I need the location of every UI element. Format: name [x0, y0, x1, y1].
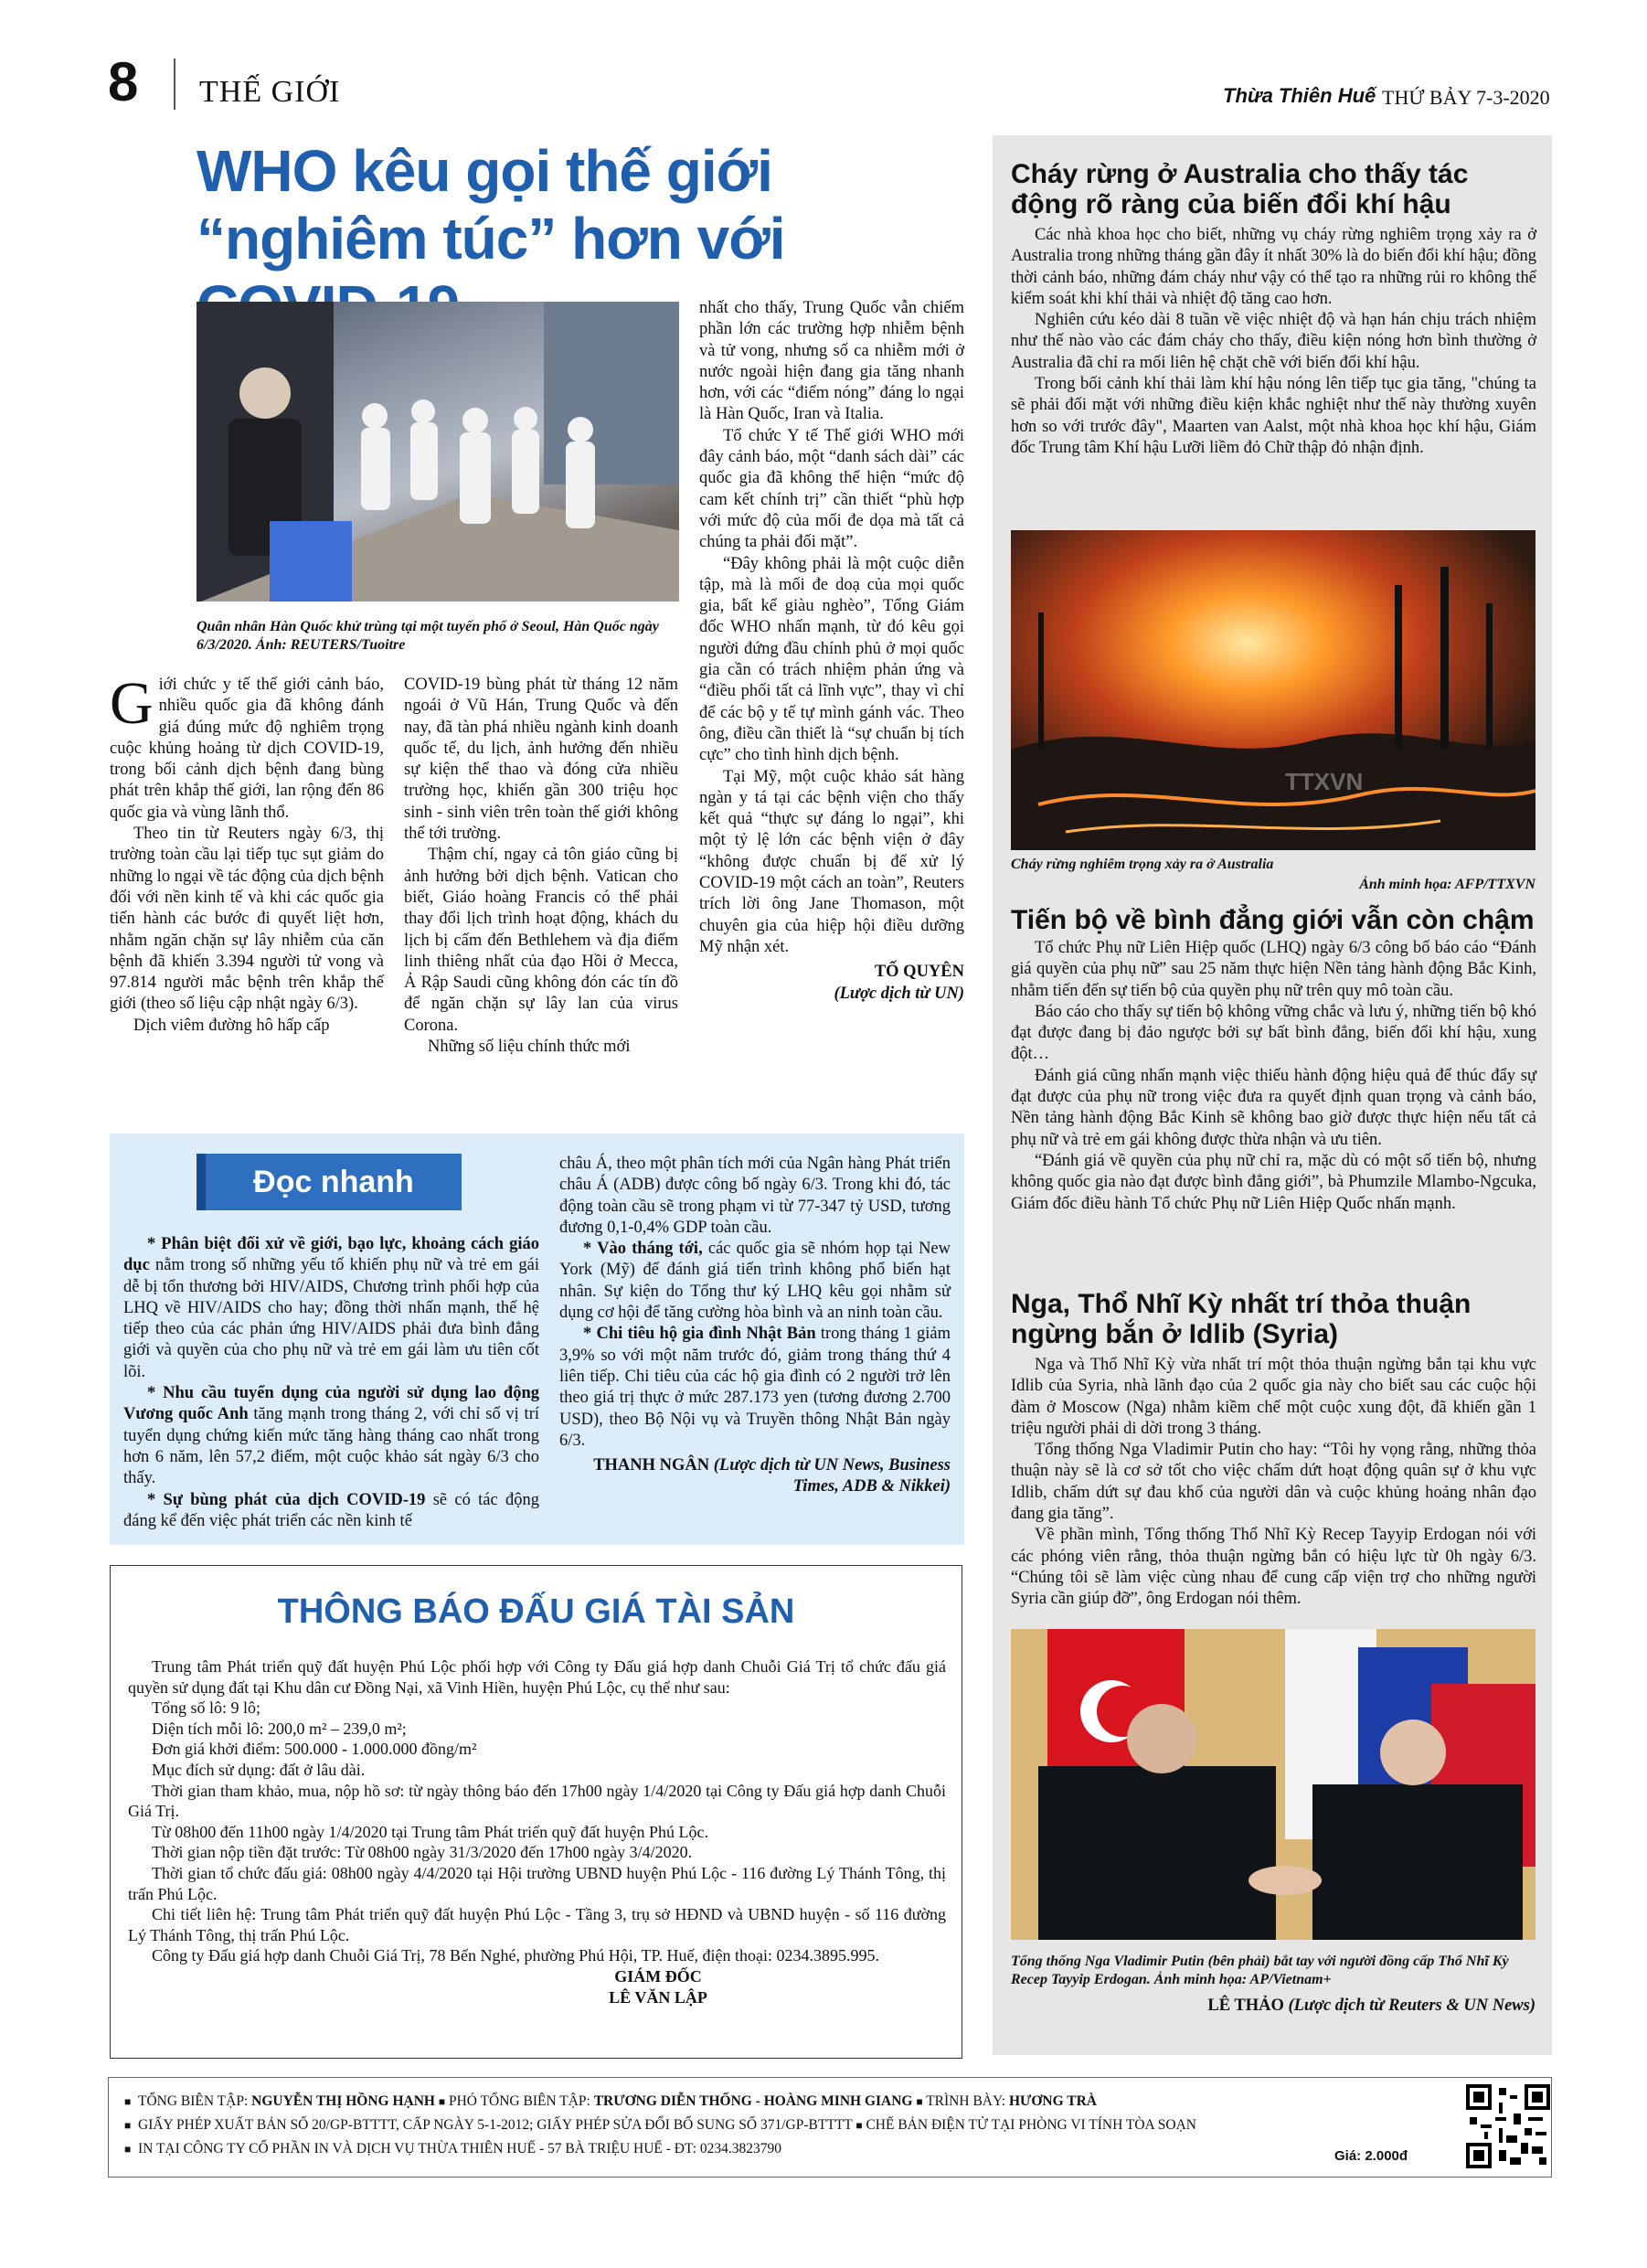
- australia-fire-photo: [1011, 530, 1535, 850]
- notice-sign-name: LÊ VĂN LẬP: [609, 1987, 707, 2007]
- auction-notice-title: THÔNG BÁO ĐẤU GIÁ TÀI SẢN: [277, 1592, 795, 1631]
- doc-nhanh-title: Đọc nhanh: [253, 1165, 414, 1199]
- sidebar-author-line: [1011, 1996, 1535, 2016]
- news-item-bold: * Phân biệt đối xử về giới, bạo lực, khoảng cách giáo dục: [123, 1235, 539, 1275]
- qr-code-icon: [1466, 2084, 1550, 2168]
- price-label: Giá: 2.000đ: [1334, 2148, 1408, 2164]
- footer-prepress: CHẾ BẢN ĐIỆN TỬ TẠI PHÒNG VI TÍNH TÒA SOẠN: [866, 2117, 1196, 2133]
- news-item: [123, 1383, 539, 1489]
- news-item: [559, 1324, 951, 1452]
- article-paragraph: nhất cho thấy, Trung Quốc vẫn chiếm phần lớn các trường hợp nhiễm bệnh và tử vong, nhưng số ca nhiễm mới ở nước ngoài hiện đang gia tăng nhanh hơn, với các “điểm nóng” đáng lo ngại là Hàn Quốc, Iran và Italia.: [699, 299, 964, 424]
- article-paragraph: COVID-19 bùng phát từ tháng 12 năm ngoái ở Vũ Hán, Trung Quốc và đến nay, đã tàn phá nhiều ngành kinh doanh quốc tế, du lịch, ảnh hưởng đến nhiều sự kiện thể thao và đóng cửa nhiều trường học, khiến gần 300 triệu học sinh - sinh viên trên toàn thế giới không thể tới trường.: [404, 676, 678, 844]
- sidebar-a2-body: [1011, 938, 1536, 1215]
- main-photo-caption: Quân nhân Hàn Quốc khử trùng tại một tuyến phố ở Seoul, Hàn Quốc ngày 6/3/2020. Ảnh: REUTERS/Tuoitre: [197, 619, 659, 653]
- article-paragraph: Theo tin từ Reuters ngày 6/3, thị trường toàn cầu lại tiếp tục sụt giảm do những lo ngại về tác động của dịch bệnh đối với nền kinh tế và khi các quốc gia tiến hành các bước đi quyết liệt hơn, nhằm ngăn chặn sự lây nhiễm của căn bệnh đã khiến 3.394 người tử vong và 97.814 người mắc bệnh trên khắp thế giới (theo số liệu cập nhật ngày 6/3).: [110, 825, 384, 1014]
- notice-line: Diện tích mỗi lô: 200,0 m² – 239,0 m²;: [152, 1719, 407, 1738]
- putin-erdogan-photo: [1011, 1629, 1535, 1940]
- notice-line: Tổng số lô: 9 lô;: [152, 1698, 261, 1718]
- news-item-text: tăng mạnh trong tháng 2, với chỉ số vị trí tuyển dụng chứng kiến mức tăng hàng tháng cao nhất trong hơn 6 năm, lên 57,2 điểm, một cuộc khảo sát ngày 6/3 cho thấy.: [123, 1405, 539, 1488]
- article-paragraph: Tổng thống Nga Vladimir Putin cho hay: “Tôi hy vọng rằng, những thỏa thuận này sẽ là cơ sở tốt cho việc chấm dứt hoạt động quân sự ở khu vực Idlib, chấm dứt sự đau khổ của người dân và cuộc khủng hoảng nhân đạo đang gia tăng”.: [1011, 1441, 1536, 1524]
- footer-value: NGUYỄN THỊ HỒNG HẠNH: [251, 2093, 435, 2109]
- notice-paragraph: Từ 08h00 đến 11h00 ngày 1/4/2020 tại Trung tâm Phát triển quỹ đất huyện Phú Lộc.: [152, 1822, 709, 1841]
- header-divider: [174, 59, 175, 110]
- article-paragraph: Dịch viêm đường hô hấp cấp: [133, 1016, 330, 1035]
- putin-photo-caption: Tổng thống Nga Vladimir Putin (bên phải) bắt tay với người đồng cấp Thổ Nhĩ Kỳ Recep Tayyip Erdogan. Ảnh minh họa: AP/Vietnam+: [1011, 1954, 1509, 1987]
- footer-label: TỔNG BIÊN TẬP:: [138, 2093, 249, 2109]
- main-article-col-2: [404, 675, 678, 1058]
- notice-paragraph: Công ty Đấu giá hợp danh Chuỗi Giá Trị, 78 Bến Nghé, phường Phú Hội, TP. Huế, điện thoại: 0234.3895.995.: [152, 1946, 879, 1965]
- news-item-bold: * Vào tháng tới,: [583, 1240, 703, 1259]
- header-date: THỨ BẢY 7-3-2020: [1382, 86, 1550, 109]
- notice-paragraph: Thời gian tham khảo, mua, nộp hồ sơ: từ ngày thông báo đến 17h00 ngày 1/4/2020 tại Công ty Đấu giá hợp danh Chuỗi Giá Trị.: [128, 1781, 946, 1821]
- main-article-col-3: [699, 298, 964, 1005]
- footer-line-1: ■ TỔNG BIÊN TẬP: NGUYỄN THỊ HỒNG HẠNH ■ PHÓ TỔNG BIÊN TẬP: TRƯƠNG DIỄN THỐNG - HOÀNG MINH GIANG ■ TRÌNH BÀY: HƯƠNG TRÀ: [124, 2093, 1097, 2109]
- footer-license: GIẤY PHÉP XUẤT BẢN SỐ 20/GP-BTTTT, CẤP NGÀY 5-1-2012; GIẤY PHÉP SỬA ĐỔI BỔ SUNG SỐ 371/GP-BTTTT: [138, 2117, 853, 2133]
- article-paragraph: Nga và Thổ Nhĩ Kỳ vừa nhất trí một thỏa thuận ngừng bắn tại khu vực Idlib của Syria, nhà lãnh đạo của 2 quốc gia này cho biết sau các cuộc hội đàm ở Moscow (Nga) nhằm kiềm chế một cuộc xung đột, đã khiến gần 1 triệu người phải di dời trong 3 tháng.: [1011, 1356, 1536, 1438]
- article-paragraph: Tại Mỹ, một cuộc khảo sát hàng ngàn y tá tại các bệnh viện cho thấy kết quả “thực sự đáng lo ngại”, khi một tỷ lệ lớn các bệnh viện ở đây “không được chuẩn bị để xử lý COVID-19 một cách an toàn”, Reuters trích lời ông Jane Thomason, một chuyên gia của hiệp hội điều dưỡng Mỹ nhận xét.: [699, 767, 964, 956]
- news-item-text: sẽ có tác động đáng kể đến việc phát triển các nền kinh tế: [123, 1490, 539, 1530]
- article-paragraph: Những số liệu chính thức mới: [428, 1038, 631, 1057]
- doc-nhanh-title-box: [197, 1154, 462, 1210]
- sidebar-author: LÊ THẢO: [1207, 1996, 1284, 2015]
- article-paragraph: Các nhà khoa học cho biết, những vụ cháy rừng nghiêm trọng xảy ra ở Australia trong những tháng gần đây ít nhất 30% là do biến đổi khí hậu; đồng thời cảnh báo, những đám cháy như vậy có thể tạo ra những rủi ro không thể kiểm soát khi khí thải và nhiệt độ tăng cao hơn.: [1011, 226, 1536, 308]
- article-paragraph: Tổ chức Y tế Thế giới WHO mới đây cảnh báo, một “danh sách dài” các quốc gia đã không thể hiện “mức độ cam kết chính trị” cần thiết “phù hợp với mức độ của mối đe dọa mà tất cả chúng ta phải đối mặt”.: [699, 426, 964, 552]
- auction-notice-body: [128, 1656, 946, 2007]
- news-item-text: nằm trong số những yếu tố khiến phụ nữ và trẻ em gái dễ bị tổn thương bởi HIV/AIDS, Chương trình phối hợp của LHQ về HIV/AIDS cho hay; đồng thời nhấn mạnh, thế hệ tiếp theo của các phản ứng HIV/AIDS phải đưa bình đẳng giới và quyền của cho phụ nữ và trẻ em gái làm ưu tiên cốt lõi.: [123, 1256, 539, 1381]
- notice-paragraph: Trung tâm Phát triển quỹ đất huyện Phú Lộc phối hợp với Công ty Đấu giá hợp danh Chuỗi Giá Trị tổ chức đấu giá quyền sử dụng đất tại Khu dân cư Đồng Nại, xã Vinh Hiền, huyện Phú Lộc, cụ thể như sau:: [128, 1657, 946, 1697]
- notice-sign-title: GIÁM ĐỐC: [614, 1966, 702, 1986]
- news-item: [559, 1239, 951, 1324]
- main-article-author: TỐ QUYÊN: [874, 963, 964, 982]
- paper-name: Thừa Thiên Huế: [1223, 84, 1376, 107]
- news-item-text: trong tháng 1 giảm 3,9% so với một năm trước đó, giảm trong tháng thứ 4 liên tiếp. Chi tiêu của các hộ gia đình có 2 người trở lên theo giá trị thực ở mức 287.173 yen (tương đương 2.700 USD), theo Bộ Nội vụ và Truyền thông Nhật Bản ngày 6/3.: [559, 1325, 951, 1450]
- footer-line-2: ■ GIẤY PHÉP XUẤT BẢN SỐ 20/GP-BTTTT, CẤP NGÀY 5-1-2012; GIẤY PHÉP SỬA ĐỔI BỔ SUNG SỐ 371/GP-BTTTT ■ CHẾ BẢN ĐIỆN TỬ TẠI PHÒNG VI TÍNH TÒA SOẠN: [124, 2117, 1196, 2133]
- news-item: [123, 1490, 539, 1533]
- article-paragraph: Nghiên cứu kéo dài 8 tuần về việc nhiệt độ và hạn hán chịu trách nhiệm như thế nào vào các đám cháy cho thấy, điều kiện nóng hơn bình thường ở Australia đã chỉ ra mối liên hệ chặt chẽ với biến đổi khí hậu.: [1011, 311, 1536, 372]
- main-article-col-1: [110, 670, 384, 1037]
- footer-line-3: ■ IN TẠI CÔNG TY CỔ PHẦN IN VÀ DỊCH VỤ THỪA THIÊN HUẾ - 57 BÀ TRIỆU HUẾ - ĐT: 0234.3823790: [124, 2141, 782, 2156]
- seoul-disinfection-photo: [197, 302, 679, 602]
- footer-label: TRÌNH BÀY:: [926, 2093, 1006, 2109]
- article-paragraph: Về phần mình, Tổng thống Thổ Nhĩ Kỳ Recep Tayyip Erdogan nói với các phóng viên rằng, thỏa thuận ngừng bắn có hiệu lực từ 0h ngày 6/3. “Chúng tôi sẽ làm việc cùng nhau để cung cấp viện trợ cho những người Syria cần giúp đỡ”, ông Erdogan nói thêm.: [1011, 1526, 1536, 1609]
- article-paragraph: iới chức y tế thế giới cảnh báo, nhiều quốc gia đã không đánh giá đúng mức độ nghiêm trọng cuộc khủng hoảng từ dịch COVID-19, trong bối cảnh dịch bệnh đang bùng phát trên khắp thế giới, lan rộng đến 86 quốc gia và vùng lãnh thổ.: [110, 676, 384, 822]
- article-paragraph: Tổ chức Phụ nữ Liên Hiệp quốc (LHQ) ngày 6/3 công bố báo cáo “Đánh giá quyền của phụ nữ” sau 25 năm thực hiện Nền tảng hành động Bắc Kinh, nhằm tiến đến sự tiến bộ của quyền phụ nữ trên quy mô toàn cầu.: [1011, 939, 1536, 1000]
- notice-paragraph: Thời gian tổ chức đấu giá: 08h00 ngày 4/4/2020 tại Hội trường UBND huyện Phú Lộc - 116 đường Lý Thánh Tông, thị trấn Phú Lộc.: [128, 1863, 946, 1903]
- article-paragraph: Đánh giá cũng nhấn mạnh việc thiếu hành động hiệu quả để thúc đẩy sự đạt được của phụ nữ trong việc đưa ra quyết định quan trọng và cảnh báo, Nền tảng hành động Bắc Kinh sẽ không bao giờ được thực hiện nếu tất cả phụ nữ và trẻ em gái không được thừa nhận và ưu tiên.: [1011, 1066, 1536, 1149]
- footer-imprint: [124, 2090, 1422, 2161]
- sidebar-a2-title: Tiến bộ về bình đẳng giới vẫn còn chậm: [1011, 905, 1535, 935]
- footer-value: HƯƠNG TRÀ: [1008, 2093, 1097, 2109]
- fire-photo-caption: Cháy rừng nghiêm trọng xảy ra ở Australia: [1011, 857, 1274, 872]
- article-paragraph: Báo cáo cho thấy sự tiến bộ không vững chắc và lưu ý, những tiến bộ khó đạt được đang bị đảo ngược bởi sự bất bình đẳng, biến đổi khí hậu, xung đột…: [1011, 1002, 1536, 1064]
- notice-paragraph: Chi tiết liên hệ: Trung tâm Phát triển quỹ đất huyện Phú Lộc - Tầng 3, trụ sở HĐND và UBND huyện - số 116 đường Lý Thánh Tông, thị trấn Phú Lộc.: [128, 1905, 946, 1944]
- sidebar-source: (Lược dịch từ Reuters & UN News): [1288, 1996, 1535, 2015]
- article-paragraph: “Đánh giá về quyền của phụ nữ chỉ ra, mặc dù có một số tiến bộ, nhưng không quốc gia nào đạt được bình đẳng giới”, bà Phumzile Mlambo-Ngcuka, Giám đốc điều hành Tổ chức Phụ nữ Liên Hiệp Quốc nhấn mạnh.: [1011, 1151, 1536, 1213]
- page-number: 8: [108, 51, 139, 112]
- dropcap: G: [110, 670, 154, 737]
- footer-value: TRƯƠNG DIỄN THỐNG - HOÀNG MINH GIANG: [593, 2093, 913, 2109]
- sidebar-a3-title: Nga, Thổ Nhĩ Kỳ nhất trí thỏa thuận ngừng bắn ở Idlib (Syria): [1011, 1289, 1472, 1349]
- news-item-bold: * Nhu cầu tuyển dụng của người sử dụng lao động Vương quốc Anh: [123, 1384, 539, 1424]
- doc-nhanh-col-1: [123, 1234, 539, 1532]
- article-paragraph: “Đây không phải là một cuộc diễn tập, mà là mối đe doạ của mọi quốc gia, bất kể giàu nghèo”, Tổng Giám đốc WHO nhấn mạnh, từ đó kêu gọi người đứng đầu chính phủ ở mọi quốc gia cần có trách nhiệm phản ứng và “điều phối tất cả lĩnh vực”, thay vì chỉ để các bộ y tế tự mình gánh vác. Theo ông, điều cần thiết là “sự chuẩn bị tích cực” cho tình hình dịch bệnh.: [699, 554, 964, 765]
- notice-line: Đơn giá khởi điểm: 500.000 - 1.000.000 đồng/m²: [152, 1740, 477, 1759]
- doc-nhanh-author: THANH NGÂN: [593, 1456, 710, 1475]
- news-item: châu Á, theo một phân tích mới của Ngân hàng Phát triển châu Á (ADB) được công bố ngày 6/3. Trong khi đó, tác động toàn cầu sẽ trong phạm vi từ 77-347 tỷ USD, tương đương 0,1-0,4% GDP toàn cầu.: [559, 1155, 951, 1237]
- photo-watermark: TTXVN: [1285, 768, 1364, 795]
- fire-photo-credit: Ảnh minh họa: AFP/TTXVN: [1359, 877, 1535, 892]
- news-item-bold: * Chi tiêu hộ gia đình Nhật Bản: [583, 1325, 816, 1344]
- sidebar-a3-body: [1011, 1355, 1536, 1611]
- news-item: [123, 1234, 539, 1383]
- headline-line-2: “nghiêm túc” hơn với: [197, 206, 785, 272]
- sidebar-a1-body: [1011, 225, 1536, 459]
- news-item-bold: * Sự bùng phát của dịch COVID-19: [147, 1490, 426, 1509]
- news-item-text: các quốc gia sẽ nhóm họp tại New York (Mỹ) để đánh giá tiến trình không phổ biến hạt nhân. Sự kiện do Tổng thư ký LHQ kêu gọi nhằm sử dụng cơ hội để tăng cường hòa bình và an ninh toàn cầu.: [559, 1240, 951, 1323]
- footer-label: PHÓ TỔNG BIÊN TẬP:: [448, 2093, 590, 2109]
- doc-nhanh-source: (Lược dịch từ UN News, Business Times, ADB & Nikkei): [713, 1456, 951, 1496]
- article-paragraph: Trong bối cảnh khí thải làm khí hậu nóng lên tiếp tục gia tăng, "chúng ta sẽ phải đối mặt với những điều kiện khắc nghiệt như thế này thường xuyên hơn so với trước đây", Maarten van Aalst, một nhà khoa học khí hậu, Giám đốc Trung tâm Khí hậu Lưỡi liềm đỏ Chữ thập đỏ nhận định.: [1011, 375, 1536, 457]
- sidebar-a1-title: Cháy rừng ở Australia cho thấy tác động rõ ràng của biến đổi khí hậu: [1011, 159, 1469, 219]
- section-title: THẾ GIỚI: [199, 75, 341, 109]
- article-paragraph: Thậm chí, ngay cả tôn giáo cũng bị ảnh hưởng bởi dịch bệnh. Vatican cho biết, Giáo hoàng Francis có thể phải thay đổi lịch trình hoạt động, khách du lịch bị cấm đến Bethlehem và địa điểm linh thiêng nhất của đạo Hồi ở Mecca, Ả Rập Saudi cũng không đón các tín đồ để ngăn chặn sự lây lan của virus Corona.: [404, 846, 678, 1035]
- notice-paragraph: Thời gian nộp tiền đặt trước: Từ 08h00 ngày 31/3/2020 đến 17h00 ngày 3/4/2020.: [152, 1843, 693, 1862]
- main-article-source: (Lược dịch từ UN): [834, 984, 964, 1003]
- notice-line: Mục đích sử dụng: đất ở lâu dài.: [152, 1760, 366, 1779]
- headline-line-1: WHO kêu gọi thế giới: [197, 138, 772, 204]
- footer-printer: IN TẠI CÔNG TY CỔ PHẦN IN VÀ DỊCH VỤ THỪA THIÊN HUẾ - 57 BÀ TRIỆU HUẾ - ĐT: 0234.3823790: [138, 2141, 782, 2156]
- doc-nhanh-col-2: [559, 1154, 951, 1497]
